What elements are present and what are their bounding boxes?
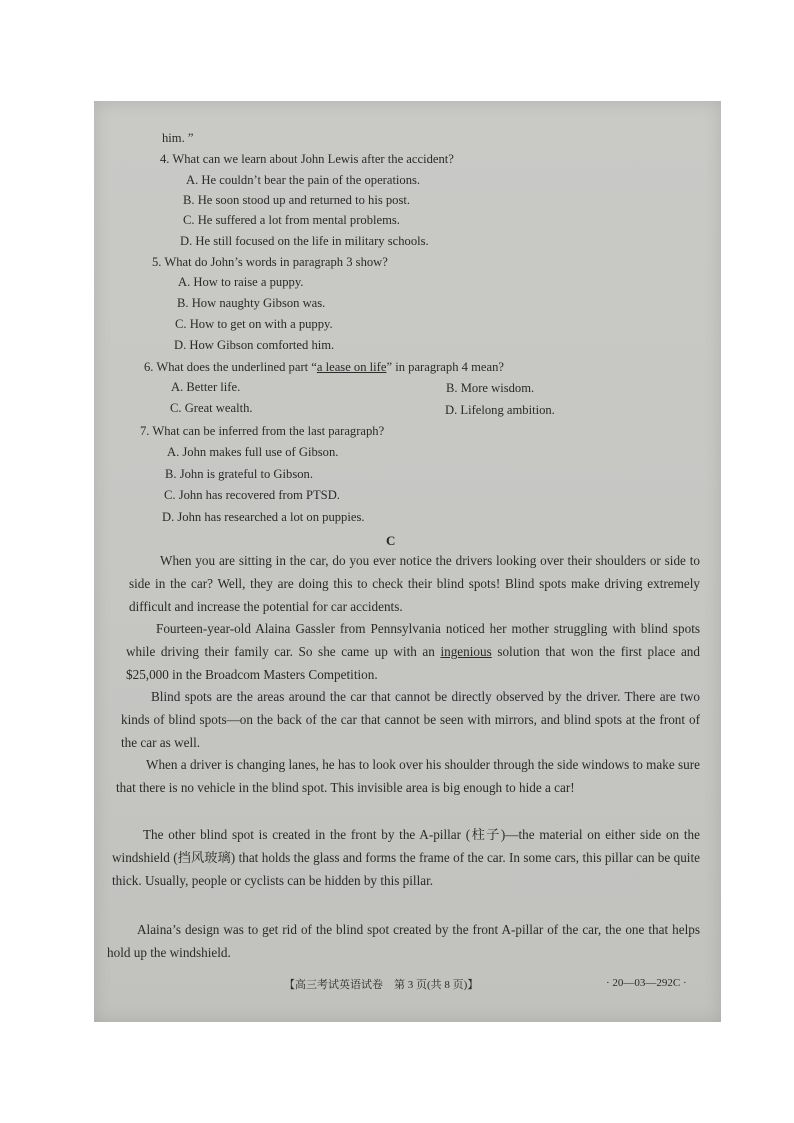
question-5-option-a: A. How to raise a puppy. bbox=[178, 275, 304, 289]
question-4-option-a: A. He couldn’t bear the pain of the operations. bbox=[186, 173, 421, 187]
passage-paragraph-1: When you are sitting in the car, do you ever notice the drivers looking over their shoulders or side to side in the car? Well, they are doing this to check their blind spots! Blind spots make driving extremely difficult and increase the potential for car accidents. bbox=[129, 553, 700, 614]
passage-paragraph-6: Alaina’s design was to get rid of the blind spot created by the front A-pillar of the car, the one that helps hold up the windshield. bbox=[107, 922, 700, 960]
question-7-option-d: D. John has researched a lot on puppies. bbox=[162, 510, 365, 524]
question-7-option-a: A. John makes full use of Gibson. bbox=[167, 445, 339, 459]
passage-paragraph-2 bbox=[126, 617, 700, 686]
question-4-option-b: B. He soon stood up and returned to his post. bbox=[183, 193, 411, 207]
question-7-stem: 7. What can be inferred from the last paragraph? bbox=[140, 424, 385, 438]
question-6-option-a: A. Better life. bbox=[171, 380, 241, 394]
question-6-stem-post: ” in paragraph 4 mean? bbox=[386, 360, 504, 374]
underlined-word: ingenious bbox=[440, 644, 492, 659]
passage-paragraph-3: Blind spots are the areas around the car that cannot be directly observed by the driver. There are two kinds of blind spots—on the back of the car that cannot be seen with mirrors, and blind spots at the front of the car as well. bbox=[121, 689, 700, 750]
question-5-stem: 5. What do John’s words in paragraph 3 show? bbox=[152, 255, 388, 269]
question-5-option-c: C. How to get on with a puppy. bbox=[175, 317, 333, 331]
passage-paragraph-2-post: solution that won the first place and $25,000 in the Broadcom Masters Competition. bbox=[126, 644, 700, 682]
question-6-underlined-phrase: a lease on life bbox=[316, 360, 387, 374]
exam-page-photo bbox=[94, 101, 721, 1022]
question-6-stem bbox=[144, 361, 504, 374]
question-6-option-c: C. Great wealth. bbox=[170, 401, 253, 415]
passage-paragraph-5: The other blind spot is created in the front by the A-pillar (柱子)—the material on either side on the windshield (挡风玻璃) that holds the glass and forms the frame of the car. In some cars, this pillar can be quite thick. Usually, people or cyclists can be hidden by this pillar. bbox=[112, 827, 700, 888]
question-5-option-d: D. How Gibson comforted him. bbox=[174, 338, 335, 352]
passage-paragraph-4: When a driver is changing lanes, he has to look over his shoulder through the side windows to make sure that there is no vehicle in the blind spot. This invisible area is big enough to hide a car! bbox=[116, 757, 700, 795]
question-6-option-b: B. More wisdom. bbox=[446, 381, 535, 395]
question-7-option-c: C. John has recovered from PTSD. bbox=[164, 488, 340, 502]
question-4-option-d: D. He still focused on the life in military schools. bbox=[180, 234, 429, 248]
continued-text: him. ” bbox=[162, 131, 194, 145]
question-4-option-c: C. He suffered a lot from mental problems. bbox=[183, 213, 400, 227]
question-7-option-b: B. John is grateful to Gibson. bbox=[165, 467, 313, 481]
passage-paragraph-2-pre: Fourteen-year-old Alaina Gassler from Pennsylvania noticed her mother struggling with blind spots while driving their family car. So she came up with an bbox=[126, 621, 700, 659]
footer-code: · 20—03—292C · bbox=[606, 977, 687, 989]
question-5-option-b: B. How naughty Gibson was. bbox=[177, 296, 326, 310]
question-4-stem: 4. What can we learn about John Lewis after the accident? bbox=[160, 152, 454, 166]
footer-title: 【高三考试英语试卷 第 3 页(共 8 页)】 bbox=[284, 979, 479, 991]
question-6-option-d: D. Lifelong ambition. bbox=[445, 403, 555, 417]
section-heading: C bbox=[386, 533, 396, 548]
question-6-stem-pre: 6. What does the underlined part “ bbox=[144, 360, 317, 374]
